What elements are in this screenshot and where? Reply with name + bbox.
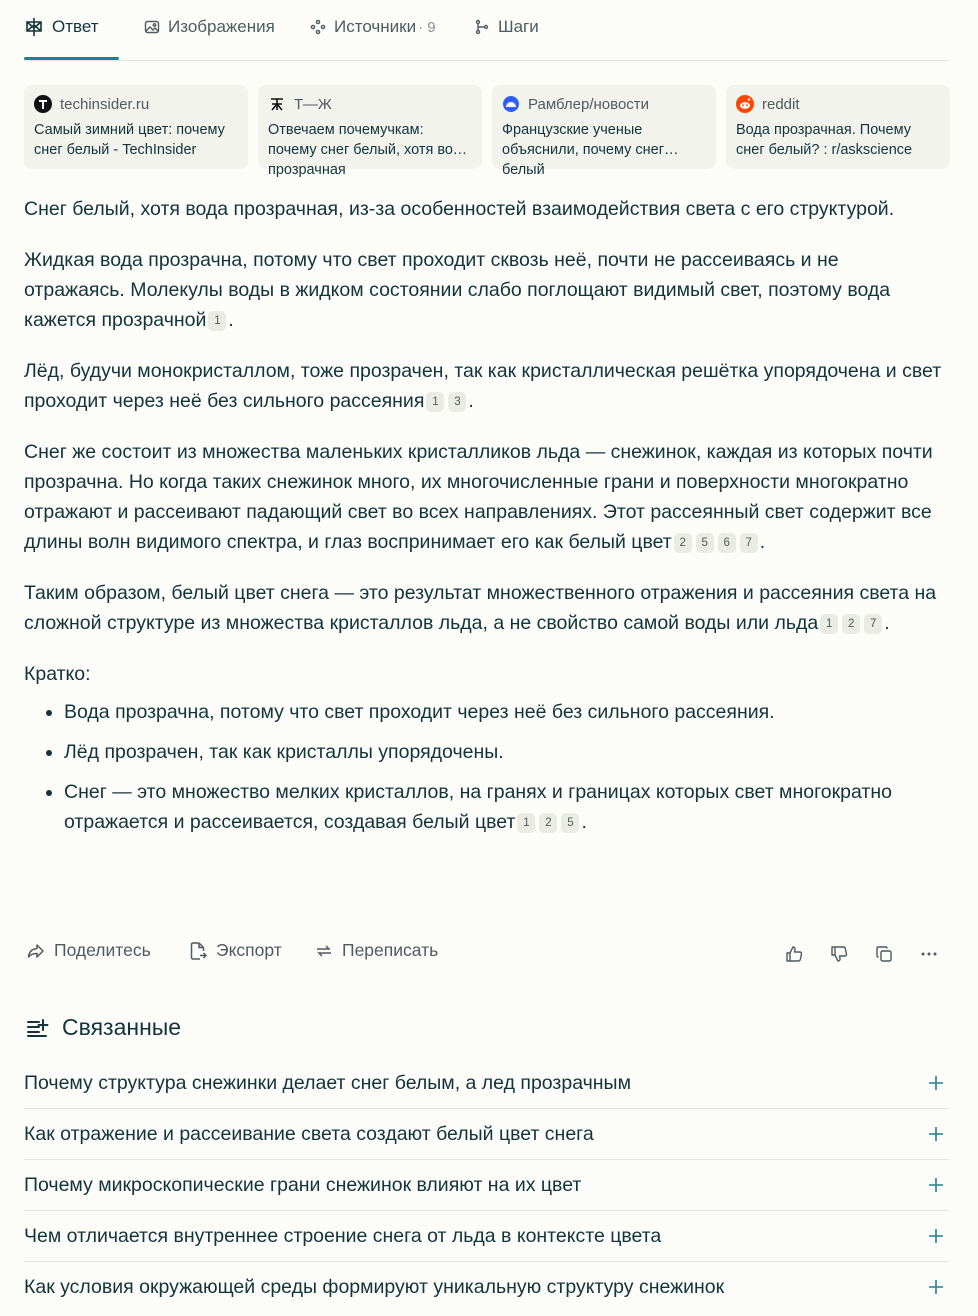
source-card[interactable] <box>258 85 482 178</box>
answer-text: Жидкая вода прозрачна, потому что свет проходит сквозь неё, почти не рассеиваясь и не отражаясь. Молекулы воды в жидком состоянии слабо поглощают видимый свет, поэтому вода кажется прозрачной <box>24 249 891 331</box>
rewrite-label: Переписать <box>342 940 439 960</box>
citation[interactable]: 2 <box>842 614 860 634</box>
answer-paragraph: Снег же состоит из множества маленьких кристалликов льда — снежинок, каждая из которых почти прозрачна. Но когда таких снежинок много, их многочисленные грани и поверхности многократно отражают и рассеивают падающий свет во всех направлениях. Этот рассеянный свет содержит все длины волн видимого спектра, и глаз воспринимает его как белый цвет 2 5 6 7 . <box>24 441 933 553</box>
active-tab-indicator <box>24 57 119 60</box>
citation[interactable]: 3 <box>448 392 466 412</box>
tab-label: Источники <box>334 17 417 36</box>
summary-label: Кратко: <box>24 663 91 685</box>
export-button[interactable] <box>188 940 282 961</box>
rambler-icon <box>502 95 520 113</box>
related-item-text: Как отражение и рассеивание света создают белый цвет снега <box>24 1122 594 1145</box>
answer-paragraph <box>24 194 944 224</box>
export-label: Экспорт <box>216 940 282 960</box>
related-item[interactable] <box>24 1261 949 1312</box>
related-item[interactable] <box>24 1159 949 1210</box>
citation[interactable]: 5 <box>696 533 714 553</box>
steps-icon <box>474 19 490 35</box>
answer-paragraph: Лёд, будучи монокристаллом, тоже прозрачен, так как кристаллическая решётка упорядочена и свет проходит через неё без сильного рассеяния 1 3 . <box>24 360 942 412</box>
summary-list <box>24 697 944 837</box>
answer-text: Таким образом, белый цвет снега — это результат множественного отражения и рассеяния света на сложной структуре из множества кристаллов льда, а не свойство самой воды или льда <box>24 582 937 634</box>
share-icon <box>26 941 46 961</box>
source-title: Вода прозрачная. Почему снег белый? : r/askscience <box>736 122 913 158</box>
source-title: Отвечаем почемучкам: почему снег белый, хотя вода прозрачная <box>268 122 470 178</box>
related-item-text: Почему микроскопические грани снежинок влияют на их цвет <box>24 1173 582 1196</box>
reddit-icon <box>736 95 754 113</box>
answer-text: Снег же состоит из множества маленьких кристалликов льда — снежинок, каждая из которых почти прозрачна. Но когда таких снежинок много, их многочисленные грани и поверхности многократно отражают и рассеивают падающий свет во всех направлениях. Этот рассеянный свет содержит все длины волн видимого спектра, и глаз воспринимает его как белый цвет <box>24 441 933 553</box>
answer-body <box>24 194 944 847</box>
citation[interactable]: 1 <box>426 392 444 412</box>
citation[interactable]: 1 <box>820 614 838 634</box>
tab-images[interactable] <box>144 14 275 40</box>
source-title: Французские ученые объяснили, почему снег белый <box>502 122 665 178</box>
plus-icon <box>927 1278 945 1296</box>
citation[interactable]: 7 <box>864 614 882 634</box>
rewrite-icon <box>314 941 334 961</box>
more-button[interactable] <box>917 942 941 966</box>
thumbs-up-button[interactable] <box>782 942 806 966</box>
related-list <box>24 1058 949 1312</box>
tab-label: Изображения <box>168 17 275 36</box>
source-card[interactable] <box>24 85 248 169</box>
tab-label: Ответ <box>52 17 99 36</box>
related-item[interactable] <box>24 1108 949 1159</box>
thumbs-down-icon <box>829 944 849 964</box>
tab-sources[interactable] <box>310 14 436 40</box>
image-icon <box>144 19 160 35</box>
list-item: • Снег — это множество мелких кристаллов, на гранях и границах которых свет многократно отражается и рассеивается, создавая белый цвет 1 2 5 . <box>64 777 944 837</box>
answer-text: Снег белый, хотя вода прозрачная, из-за особенностей взаимодействия света с его структурой. <box>24 198 895 220</box>
thumbs-down-button[interactable] <box>827 942 851 966</box>
techinsider-icon <box>34 95 52 113</box>
perplexity-icon <box>24 17 44 37</box>
share-button[interactable] <box>26 940 151 961</box>
related-icon <box>24 1015 50 1041</box>
answer-actions <box>24 936 949 970</box>
source-site: reddit <box>762 95 800 113</box>
citation[interactable]: 5 <box>561 813 579 833</box>
citation[interactable]: 2 <box>539 813 557 833</box>
related-item-text: Как условия окружающей среды формируют уникальную структуру снежинок <box>24 1275 725 1298</box>
answer-text: Лёд, будучи монокристаллом, тоже прозрачен, так как кристаллическая решётка упорядочена и свет проходит через неё без сильного рассеяния <box>24 360 942 412</box>
list-item <box>64 737 944 767</box>
copy-button[interactable] <box>872 942 896 966</box>
share-label: Поделитесь <box>54 940 151 960</box>
citation[interactable]: 1 <box>208 311 226 331</box>
copy-icon <box>874 944 894 964</box>
sources-icon <box>310 19 326 35</box>
source-card[interactable] <box>492 85 716 178</box>
tzh-icon <box>268 95 286 113</box>
related-item[interactable] <box>24 1210 949 1261</box>
related-title: Связанные <box>62 1014 182 1040</box>
related-item-text: Чем отличается внутреннее строение снега от льда в контексте цвета <box>24 1224 662 1247</box>
source-card[interactable] <box>726 85 950 169</box>
source-site: techinsider.ru <box>60 95 150 113</box>
related-item-text: Почему структура снежинки делает снег белым, а лед прозрачным <box>24 1071 631 1094</box>
citation[interactable]: 7 <box>740 533 758 553</box>
plus-icon <box>927 1227 945 1245</box>
export-icon <box>188 941 208 961</box>
citation[interactable]: 1 <box>517 813 535 833</box>
tab-bar <box>24 0 949 61</box>
citation[interactable]: 6 <box>718 533 736 553</box>
tab-answer[interactable] <box>24 14 99 40</box>
list-item <box>64 697 944 727</box>
list-item-text: Вода прозрачна, потому что свет проходит через неё без сильного рассеяния. <box>64 701 775 723</box>
source-title: Самый зимний цвет: почему снег белый - TechInsider <box>34 122 225 158</box>
more-icon <box>919 944 939 964</box>
citation[interactable]: 2 <box>674 533 692 553</box>
source-site: Т—Ж <box>294 95 332 113</box>
rewrite-button[interactable] <box>314 940 438 961</box>
source-site: Рамблер/новости <box>528 95 650 113</box>
list-item-text: Снег — это множество мелких кристаллов, на гранях и границах которых свет многократно отражается и рассеивается, создавая белый цвет <box>64 781 892 833</box>
source-cards <box>24 85 950 178</box>
sources-count: · 9 <box>418 18 436 36</box>
plus-icon <box>927 1176 945 1194</box>
tab-label: Шаги <box>498 17 539 36</box>
answer-paragraph: Жидкая вода прозрачна, потому что свет проходит сквозь неё, почти не рассеиваясь и не отражаясь. Молекулы воды в жидком состоянии слабо поглощают видимый свет, поэтому вода кажется прозрачной 1 . <box>24 249 891 331</box>
tab-steps[interactable] <box>474 14 539 40</box>
plus-icon <box>927 1074 945 1092</box>
thumbs-up-icon <box>784 944 804 964</box>
plus-icon <box>927 1125 945 1143</box>
list-item-text: Лёд прозрачен, так как кристаллы упорядочены. <box>64 741 504 763</box>
answer-paragraph: Таким образом, белый цвет снега — это результат множественного отражения и рассеяния света на сложной структуре из множества кристаллов льда, а не свойство самой воды или льда 1 2 7 . <box>24 582 937 634</box>
related-header <box>24 1014 181 1041</box>
related-item[interactable] <box>24 1058 949 1108</box>
